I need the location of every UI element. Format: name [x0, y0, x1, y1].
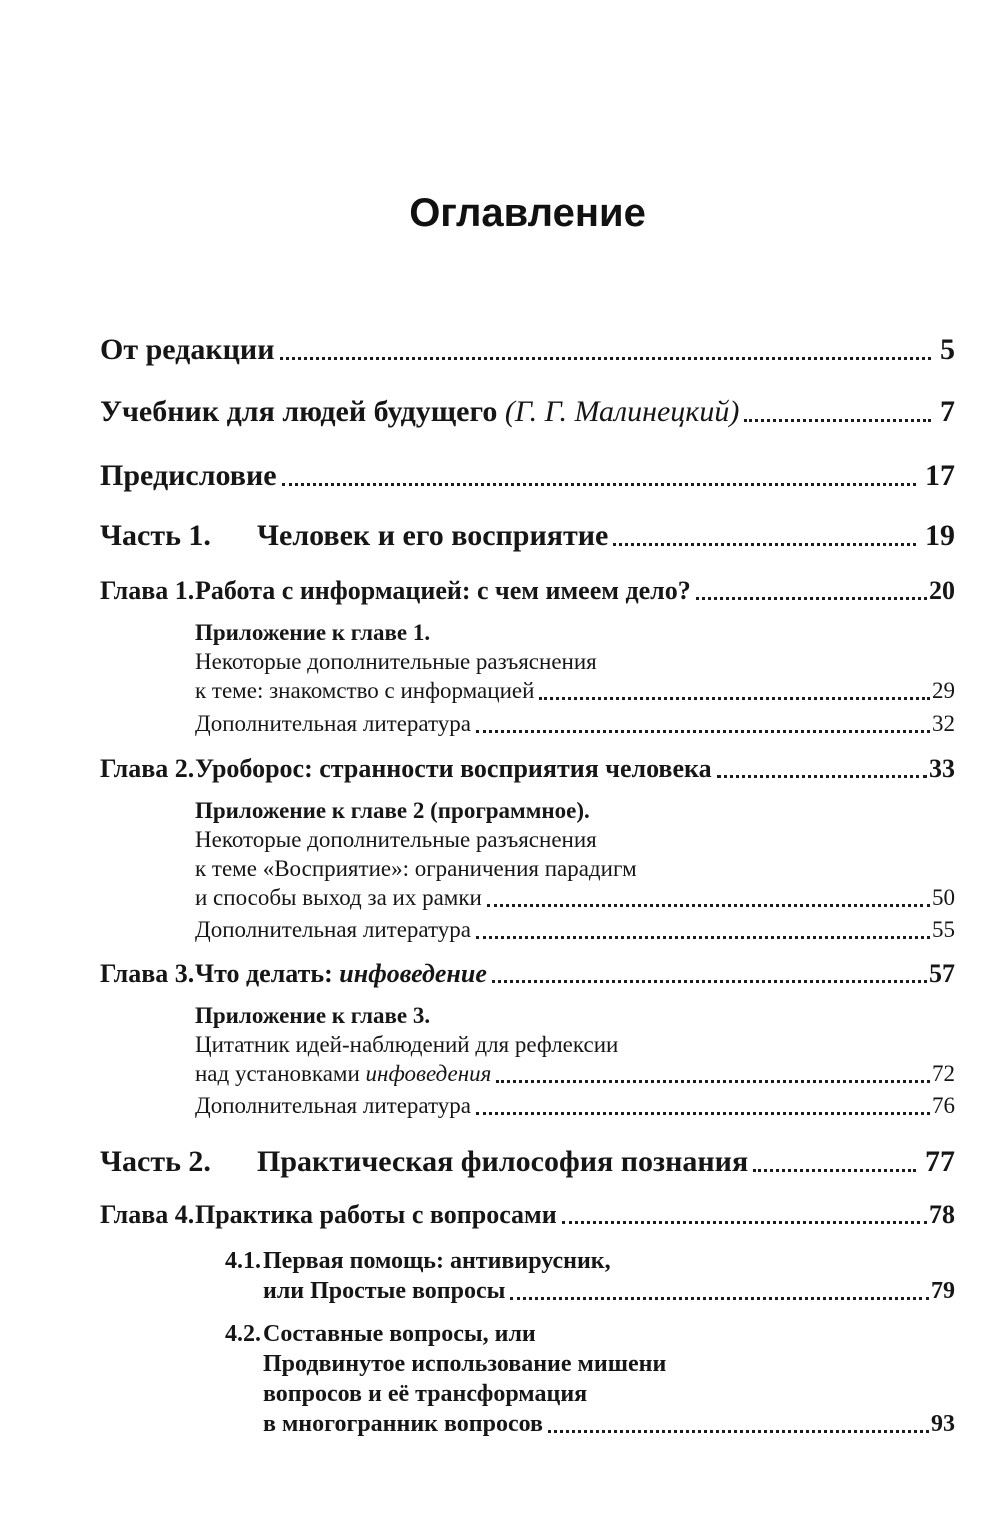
toc-entry-chapter-3	[100, 958, 955, 990]
entry-title: Дополнительная литература	[195, 1093, 471, 1118]
toc-sub-entry-literature-1	[195, 709, 955, 738]
toc-sub-entry-appendix-3	[195, 1001, 955, 1088]
page-number: 20	[929, 576, 955, 605]
entry-title: Работа с информацией: с чем имеем дело?	[195, 576, 691, 605]
appendix-line-text	[195, 1059, 491, 1088]
dot-leader	[496, 1080, 930, 1083]
appendix-line-text: и способы выход за их рамки	[195, 885, 482, 910]
entry-title: От редакции	[100, 333, 275, 366]
toc-entry-part-1	[100, 518, 955, 554]
page-number: 5	[940, 333, 955, 366]
part-label: Часть 2.	[100, 1145, 211, 1178]
appendix-line: Некоторые дополнительные разъяснения	[195, 827, 597, 852]
page-number: 7	[940, 395, 955, 428]
toc-sub-entry-appendix-1	[195, 618, 955, 705]
dot-leader	[476, 936, 930, 939]
toc-sub-entry-appendix-2	[195, 796, 955, 912]
page-number: 77	[925, 1145, 955, 1178]
page-number: 78	[929, 1200, 955, 1229]
appendix-line-text-italic: инфоведения	[365, 1061, 492, 1086]
entry-title: Человек и его восприятие	[257, 519, 609, 552]
toc-entry-uchebnik	[100, 394, 955, 430]
page-number: 33	[929, 754, 955, 783]
page-number: 55	[932, 917, 955, 942]
section-line	[263, 1409, 955, 1439]
dot-leader	[282, 483, 916, 486]
section-line	[263, 1276, 955, 1306]
page-number: 93	[931, 1411, 955, 1437]
appendix-line: к теме «Восприятие»: ограничения парадигм	[195, 856, 637, 881]
chapter-label: Глава 2.	[100, 754, 195, 783]
dot-leader	[613, 543, 916, 546]
appendix-line	[195, 883, 955, 912]
entry-author: (Г. Г. Малинецкий)	[504, 395, 740, 428]
section-line-text: Составные вопросы, или	[263, 1321, 536, 1347]
section-line	[225, 1319, 955, 1349]
entry-title: Предисловие	[100, 459, 277, 492]
page-number: 76	[932, 1093, 955, 1118]
entry-title: Дополнительная литература	[195, 711, 471, 736]
toc-entry-predislovie	[100, 458, 955, 494]
page-number: 17	[925, 459, 955, 492]
entry-title: Уроборос: странности восприятия человека	[195, 754, 712, 783]
page-number: 50	[932, 885, 955, 910]
toc-entry-section-4-1	[225, 1246, 955, 1306]
chapter-label: Глава 3.	[100, 959, 195, 988]
entry-title: Дополнительная литература	[195, 917, 471, 942]
toc-entry-chapter-1	[100, 575, 955, 607]
entry-title-text: Что делать:	[195, 959, 333, 988]
entry-title-italic: инфоведение	[339, 959, 487, 988]
appendix-line: Некоторые дополнительные разъяснения	[195, 649, 597, 674]
appendix-line	[195, 1059, 955, 1088]
entry-title: Практическая философия познания	[257, 1145, 749, 1178]
dot-leader	[487, 904, 930, 907]
dot-leader	[539, 697, 930, 700]
page-number: 79	[931, 1278, 955, 1304]
appendix-heading: Приложение к главе 2 (программное).	[195, 798, 590, 823]
appendix-line	[195, 676, 955, 705]
section-label: 4.2.	[225, 1321, 261, 1347]
toc-entry-section-4-2	[225, 1319, 955, 1439]
section-line: Продвинутое использование мишени	[263, 1351, 667, 1377]
appendix-heading: Приложение к главе 1.	[195, 620, 431, 645]
dot-leader	[476, 1112, 930, 1115]
part-label: Часть 1.	[100, 519, 211, 552]
dot-leader	[476, 730, 930, 733]
appendix-heading: Приложение к главе 3.	[195, 1003, 431, 1028]
section-line-text: Первая помощь: антивирусник,	[263, 1248, 611, 1274]
page-number: 57	[929, 959, 955, 988]
toc-sub-entry-literature-2	[195, 915, 955, 944]
section-line	[225, 1246, 955, 1276]
section-line: вопросов и её трансформация	[263, 1381, 588, 1407]
chapter-label: Глава 4.	[100, 1200, 195, 1229]
toc-entry-chapter-2	[100, 753, 955, 785]
dot-leader	[280, 357, 932, 360]
dot-leader	[696, 597, 927, 600]
appendix-line-text-pre: над установками	[195, 1061, 360, 1086]
entry-title	[100, 394, 739, 430]
dot-leader	[548, 1430, 929, 1433]
dot-leader	[510, 1297, 929, 1300]
page-number: 32	[932, 711, 955, 736]
toc-entry-part-2	[100, 1144, 955, 1180]
toc-sub-entry-literature-3	[195, 1091, 955, 1120]
section-line-text: или Простые вопросы	[263, 1278, 506, 1304]
toc-entry-chapter-4	[100, 1199, 955, 1231]
appendix-line: Цитатник идей-наблюдений для рефлексии	[195, 1032, 619, 1057]
page-number: 19	[925, 519, 955, 552]
dot-leader	[717, 775, 927, 778]
dot-leader	[744, 419, 931, 422]
appendix-line-text: к теме: знакомство с информацией	[195, 678, 535, 703]
page-number: 29	[932, 678, 955, 703]
chapter-label: Глава 1.	[100, 576, 195, 605]
dot-leader	[753, 1169, 916, 1172]
toc-entry-ot-redakcii	[100, 332, 955, 368]
section-label: 4.1.	[225, 1248, 261, 1274]
page-number: 72	[932, 1061, 955, 1086]
entry-title: Практика работы с вопросами	[195, 1200, 557, 1229]
dot-leader	[562, 1221, 927, 1224]
entry-title	[195, 958, 487, 990]
page-title: Оглавление	[409, 191, 646, 235]
section-line-text: в многогранник вопросов	[263, 1411, 543, 1437]
entry-title-text: Учебник для людей будущего	[100, 395, 498, 428]
dot-leader	[492, 980, 927, 983]
